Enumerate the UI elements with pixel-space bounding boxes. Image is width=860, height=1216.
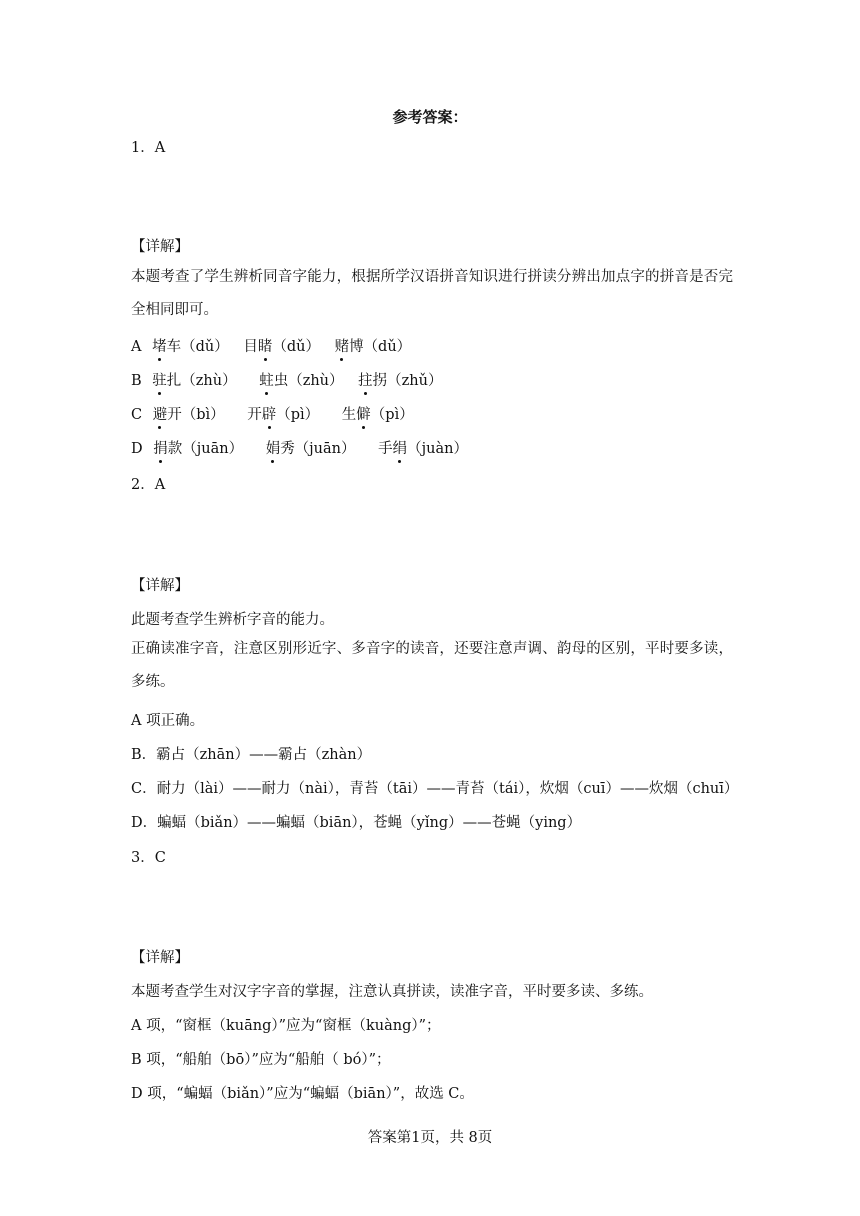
q1-option-b: [131, 369, 442, 390]
page-footer: 答案第1页，共 8页: [367, 1130, 493, 1146]
option-letter: D: [131, 441, 143, 457]
q1-option-d: [131, 437, 468, 458]
option-item: 赌博（dǔ）: [335, 339, 412, 355]
q2-paragraph: 正确读准字音，注意区别形近字、多音字的读音，还要注意声调、韵母的区别，平时要多读，多练。: [131, 641, 733, 690]
page-title: 参考答案：: [392, 108, 468, 126]
q2-heading: 【详解】: [131, 578, 189, 594]
q1-heading: 【详解】: [131, 239, 189, 255]
q3-item-a: A 项，“窗框（kuāng）”应为“窗框（kuàng）”；: [131, 1018, 441, 1034]
option-letter: C: [131, 407, 143, 423]
q1-option-c: [131, 403, 414, 424]
option-item: 生僻（pì）: [342, 407, 414, 423]
q2-item-d: D．蝙蝠（biǎn）——蝙蝠（biān），苍蝇（yǐng）——苍蝇（ying）: [131, 815, 582, 831]
option-item: 目睹（dǔ）: [243, 339, 320, 355]
q2-item-b: B．霸占（zhān）——霸占（zhàn）: [131, 747, 372, 763]
option-item: 捐款（juān）: [153, 441, 243, 457]
q3-item-b: B 项，“船舶（bō）”应为“船舶（ bó）”；: [131, 1052, 391, 1068]
option-item: 避开（bì）: [153, 407, 225, 423]
q2-answer: 2．A: [131, 477, 166, 493]
q1-answer: 1．A: [131, 140, 166, 156]
q2-item-a: A 项正确。: [131, 713, 205, 729]
option-item: 驻扎（zhù）: [152, 373, 236, 389]
option-item: 开辟（pì）: [247, 407, 319, 423]
option-item: 堵车（dǔ）: [152, 339, 229, 355]
q1-intro: 本题考查了学生辨析同音字能力，根据所学汉语拼音知识进行拼读分辨出加点字的拼音是否完全相同即可。: [131, 269, 733, 318]
option-letter: B: [131, 373, 142, 389]
q3-item-d: D 项，“蝙蝠（biǎn）”应为“蝙蝠（biān）”，故选 C。: [131, 1086, 474, 1102]
q2-item-c: C．耐力（lài）——耐力（nài），青苔（tāi）——青苔（tái），炊烟（cuī）——炊烟（chuī）: [131, 781, 739, 797]
q3-line1: 本题考查学生对汉字字音的掌握，注意认真拼读，读准字音，平时要多读、多练。: [131, 984, 653, 1000]
q3-answer: 3．C: [131, 850, 166, 866]
option-item: 蛀虫（zhù）: [259, 373, 343, 389]
option-letter: A: [131, 339, 142, 355]
option-item: 娟秀（juān）: [266, 441, 356, 457]
q1-option-a: [131, 335, 411, 356]
option-item: 拄拐（zhǔ）: [358, 373, 442, 389]
q3-heading: 【详解】: [131, 950, 189, 966]
q2-line1: 此题考查学生辨析字音的能力。: [131, 612, 334, 628]
option-item: 手绢（juàn）: [378, 441, 468, 457]
